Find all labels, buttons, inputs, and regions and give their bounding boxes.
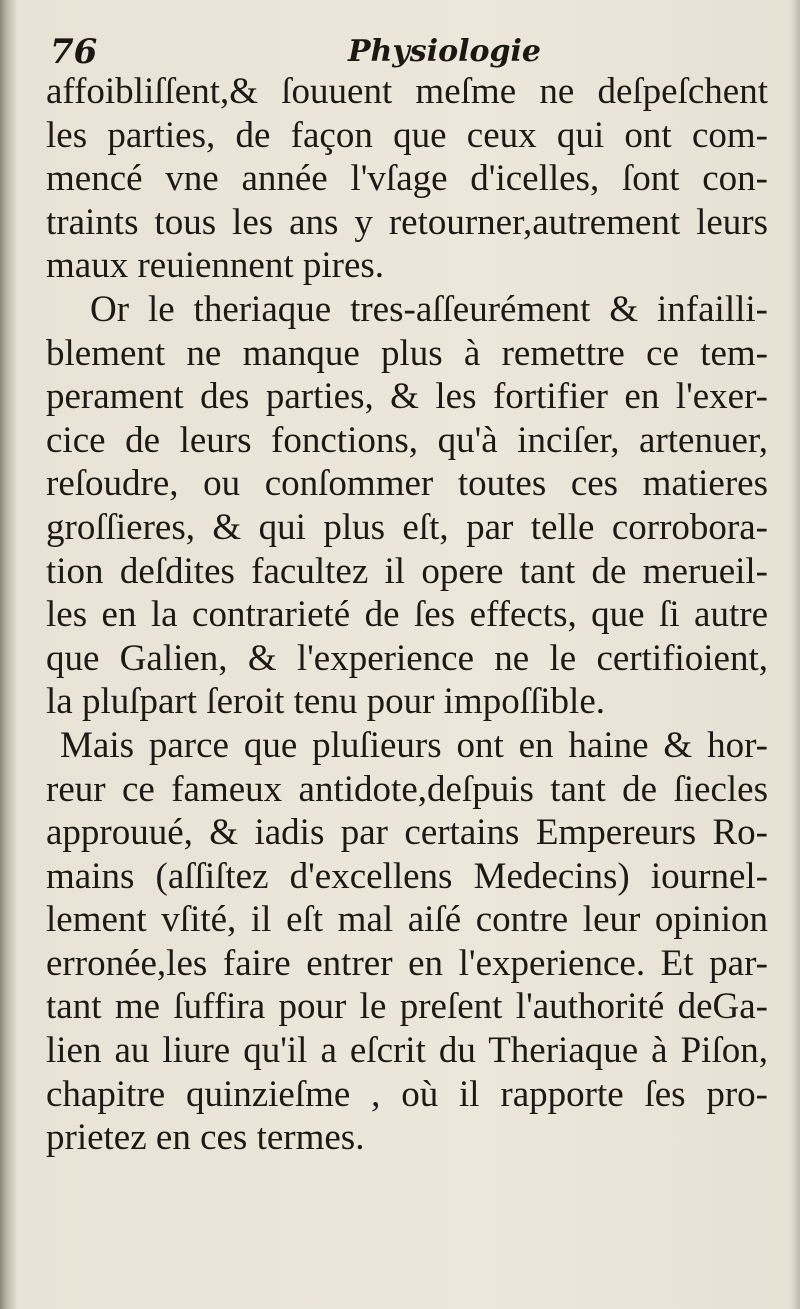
text-line: perament des parties, & les fortifier en l'exer- [46,376,768,418]
body-text [46,70,768,1160]
text-line: lement vſité, il eſt mal aiſé contre leur opinion [46,899,768,941]
page-edge-shadow [790,0,800,1309]
text-line: chapitre quinzieſme , où il rapporte ſes pro- [46,1073,768,1115]
text-line: la pluſpart ſeroit tenu pour impoſſible. [46,681,605,723]
text-line: erronée,les faire entrer en l'experience. Et par- [46,942,768,984]
text-line: reſoudre, ou conſommer toutes ces matieres [46,463,768,505]
text-line: les parties, de façon que ceux qui ont com- [46,114,768,156]
text-line: mencé vne année l'vſage d'icelles, ſont con- [46,158,768,200]
text-line: approuué, & iadis par certains Empereurs Ro- [46,812,768,854]
text-line: Or le theriaque tres-aſſeurément & infailli- [90,288,768,330]
page-header [48,30,768,75]
text-line: mains (aſſiſtez d'excellens Medecins) iournel- [46,855,768,897]
text-line: prietez en ces termes. [46,1117,365,1159]
text-line: les en la contrarieté de ſes effects, que ſi autre [46,594,768,636]
text-line: tion deſdites facultez il opere tant de merueil- [46,550,768,592]
text-line: blement ne manque plus à remettre ce tem- [46,332,768,374]
text-line: affoibliſſent,& ſouuent meſme ne deſpeſchent [46,71,768,112]
text-line: cice de leurs fonctions, qu'à inciſer, artenuer, [46,419,768,461]
text-line: tant me ſuffira pour le preſent l'authorité deGa- [46,986,768,1028]
running-head: Physiologie [348,34,541,69]
page-number: 76 [50,32,98,72]
text-line: traints tous les ans y retourner,autrement leurs [46,201,768,243]
text-line: que Galien, & l'experience ne le certifioient, [46,637,768,679]
text-line: reur ce fameux antidote,deſpuis tant de ſiecles [46,768,768,810]
text-line: groſſieres, & qui plus eſt, par telle corrobora- [46,506,768,548]
text-line: maux reuiennent pires. [46,245,385,287]
text-line: Mais parce que pluſieurs ont en haine & hor- [60,724,768,766]
text-line: lien au liure qu'il a eſcrit du Theriaque à Piſon, [46,1030,768,1072]
